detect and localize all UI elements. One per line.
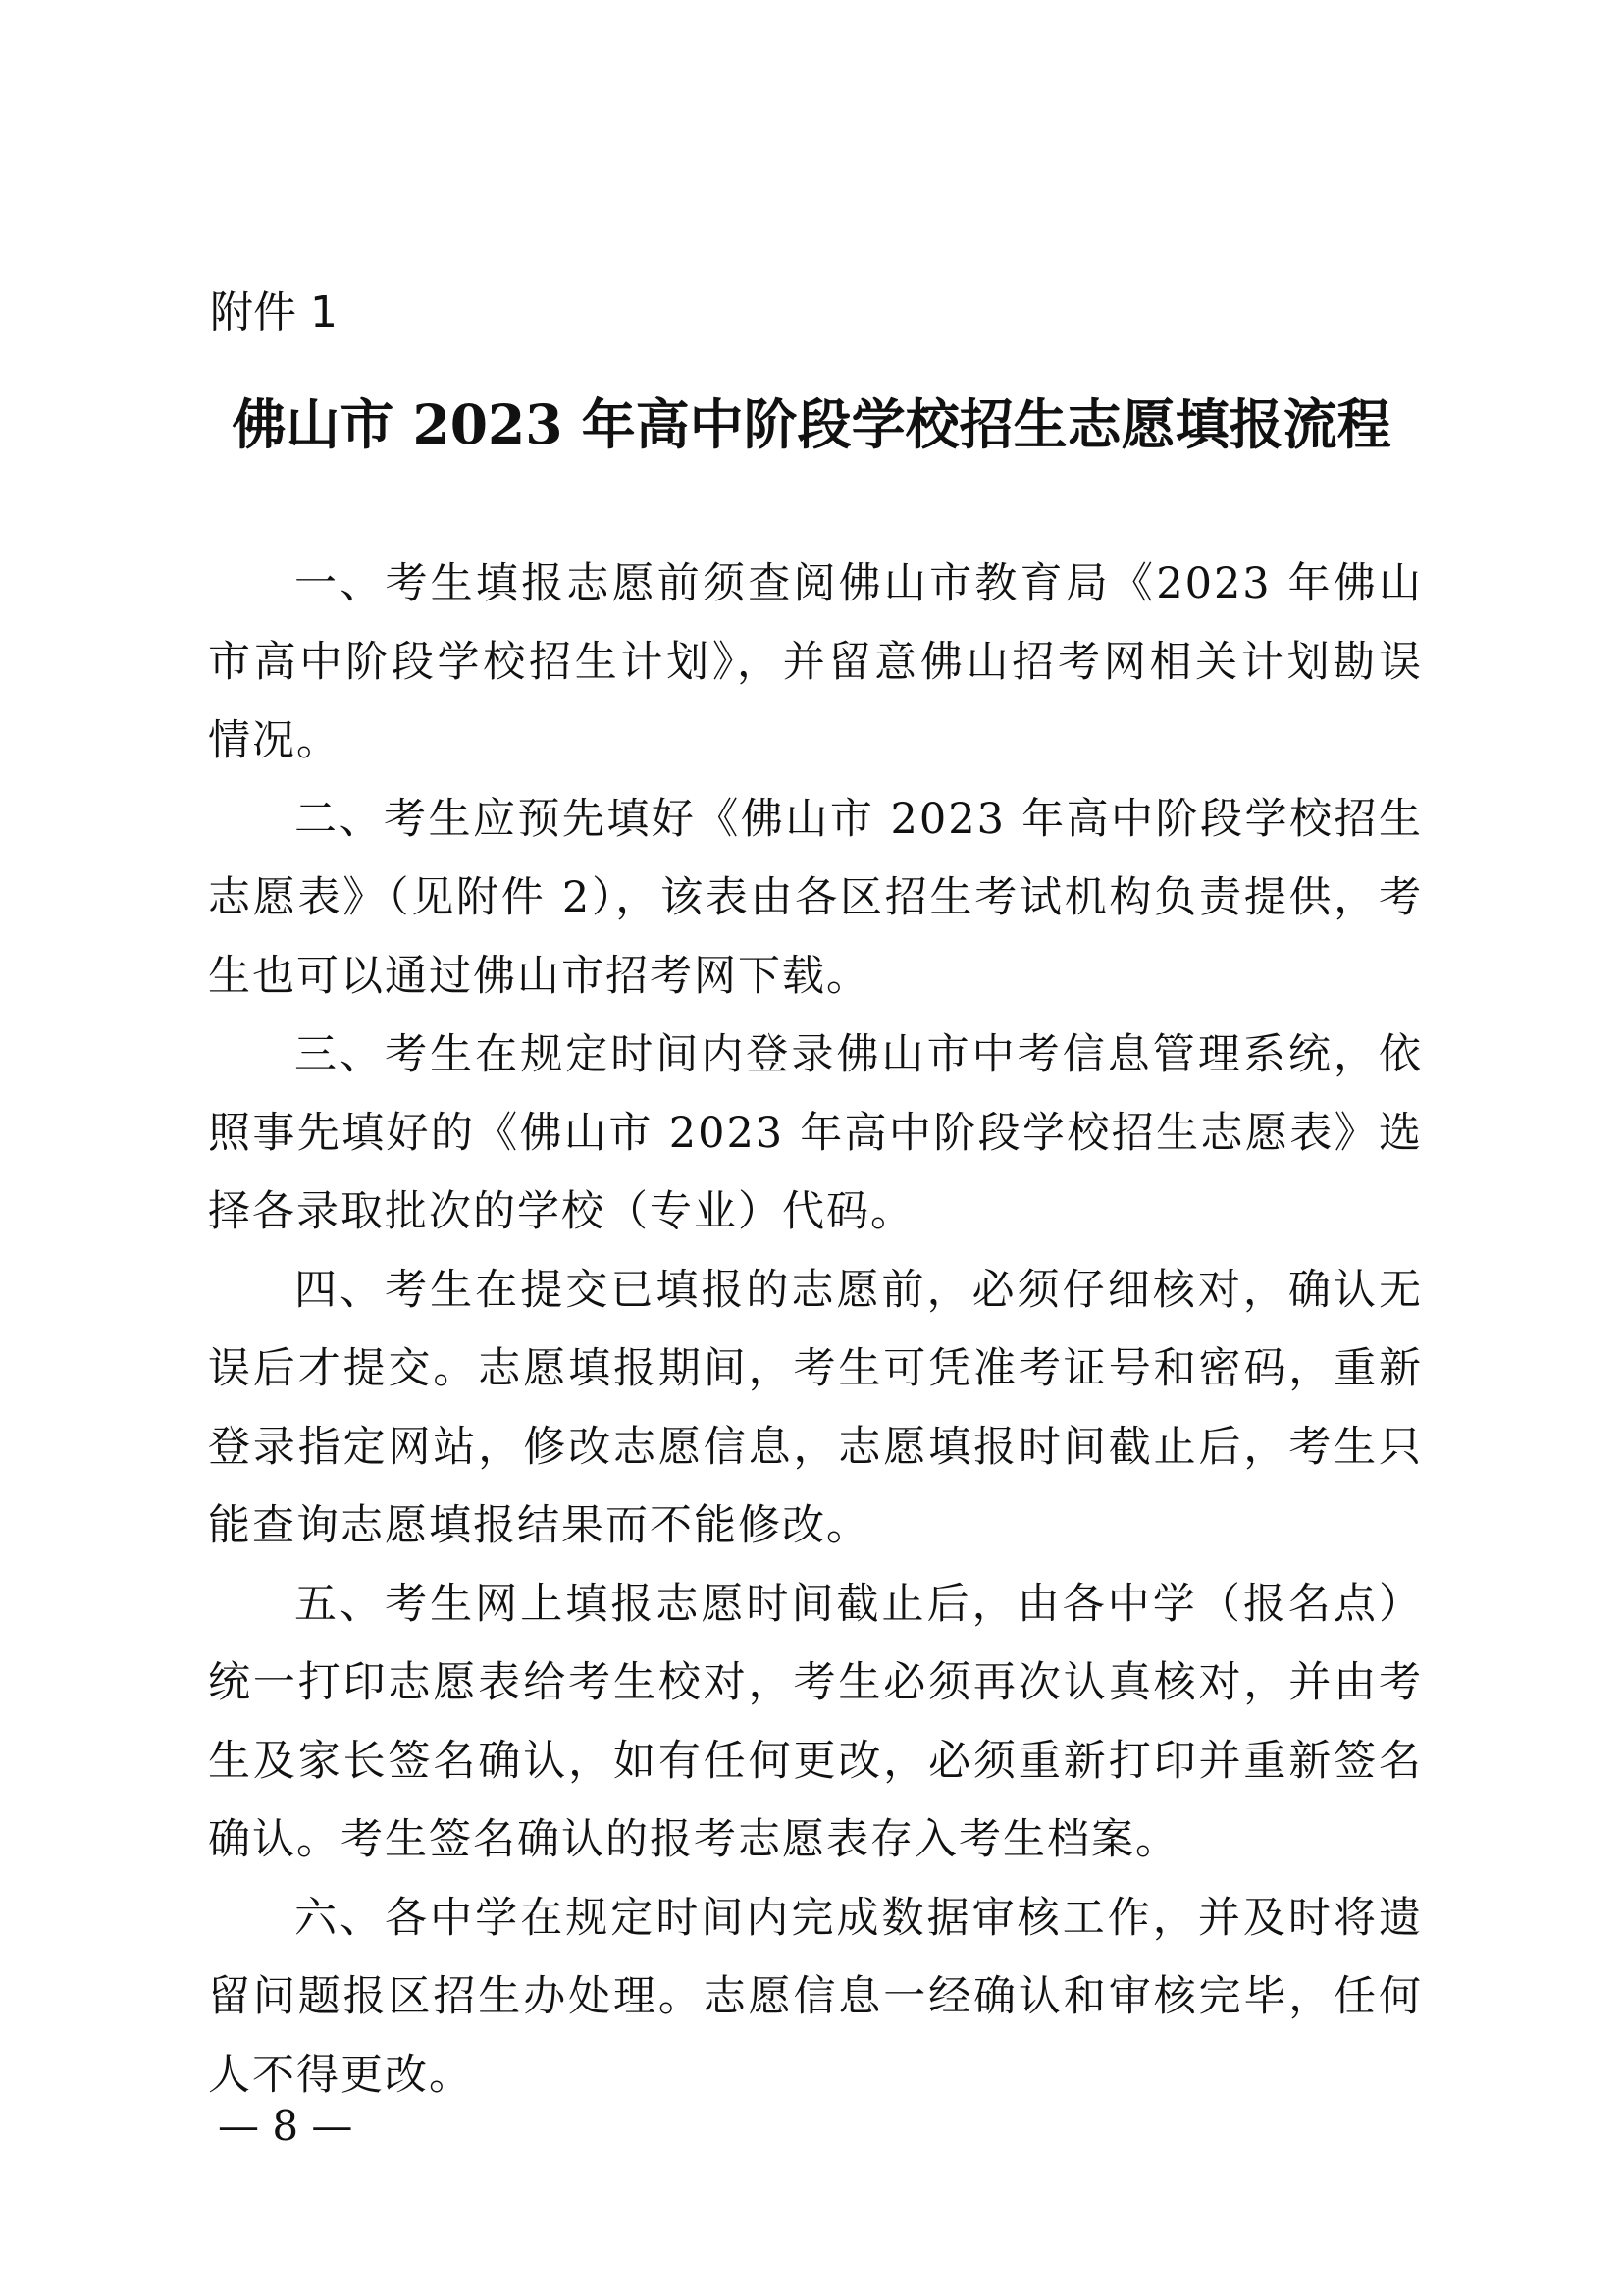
page-number: — 8 —	[218, 2102, 353, 2150]
paragraph-6: 六、各中学在规定时间内完成数据审核工作，并及时将遗留问题报区招生办处理。志愿信息一经确认和审核完毕，任何人不得更改。	[208, 1894, 1423, 2100]
document-body	[208, 545, 1423, 2114]
document-title: 佛山市 2023 年高中阶段学校招生志愿填报流程	[232, 392, 1391, 456]
paragraph-4: 四、考生在提交已填报的志愿前，必须仔细核对，确认无误后才提交。志愿填报期间，考生可凭准考证号和密码，重新登录指定网站，修改志愿信息，志愿填报时间截止后，考生只能查询志愿填报结果而不能修改。	[208, 1266, 1423, 1550]
attachment-label: 附件 1	[210, 287, 338, 338]
paragraph-1: 一、考生填报志愿前须查阅佛山市教育局《2023 年佛山市高中阶段学校招生计划》，并留意佛山招考网相关计划勘误情况。	[208, 559, 1423, 765]
paragraph-5: 五、考生网上填报志愿时间截止后，由各中学（报名点）统一打印志愿表给考生校对，考生必须再次认真核对，并由考生及家长签名确认，如有任何更改，必须重新打印并重新签名确认。考生签名确认的报考志愿表存入考生档案。	[208, 1580, 1423, 1864]
paragraph-3: 三、考生在规定时间内登录佛山市中考信息管理系统，依照事先填好的《佛山市 2023 年高中阶段学校招生志愿表》选择各录取批次的学校（专业）代码。	[208, 1030, 1423, 1236]
paragraph-2: 二、考生应预先填好《佛山市 2023 年高中阶段学校招生志愿表》（见附件 2），该表由各区招生考试机构负责提供，考生也可以通过佛山市招考网下载。	[208, 795, 1423, 1001]
